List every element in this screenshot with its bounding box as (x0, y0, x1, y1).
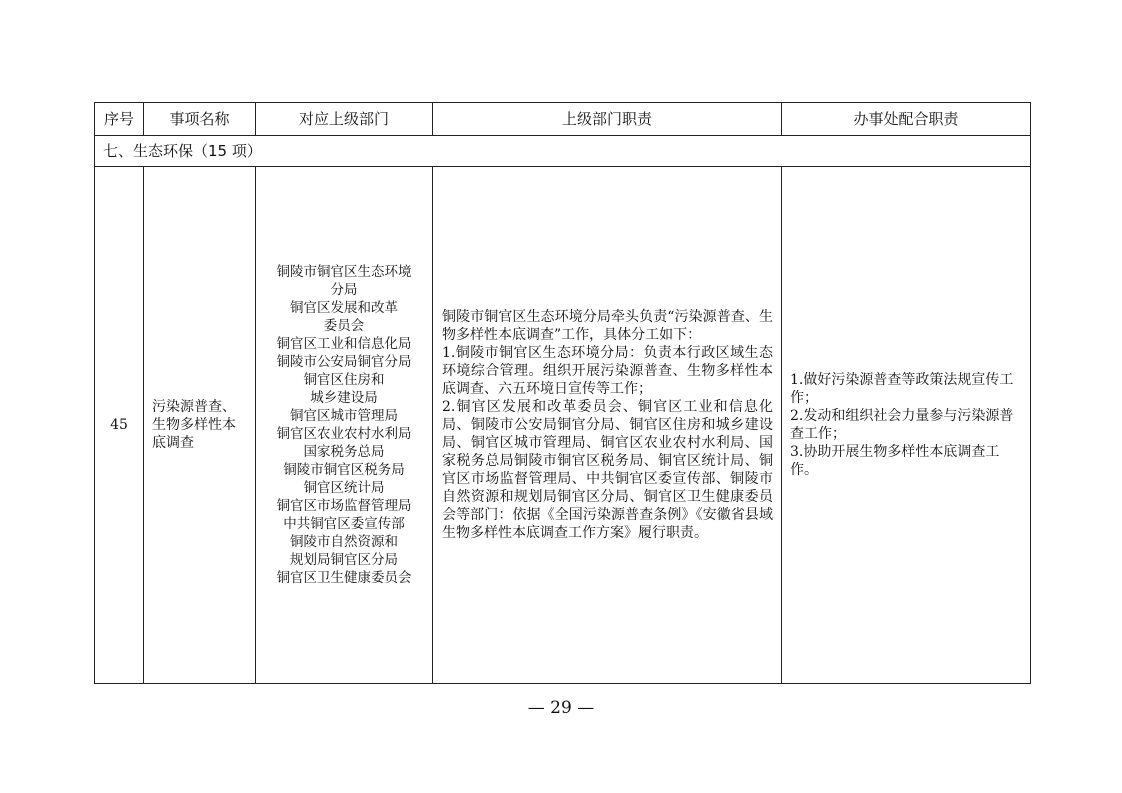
department-line: 铜官区住房和 (303, 372, 385, 388)
department-line: 国家税务总局 (303, 444, 385, 460)
department-line: 铜官区城市管理局 (290, 408, 398, 424)
department-line: 铜官区农业农村水利局 (276, 426, 412, 442)
department-line: 铜官区卫生健康委员会 (276, 570, 412, 586)
department-line: 铜官区发展和改革 (290, 300, 398, 316)
department-line: 铜官区统计局 (303, 480, 385, 496)
duty-paragraph: 2.铜官区发展和改革委员会、铜官区工业和信息化局、铜陵市公安局铜官分局、铜官区住房和城乡建设局、铜官区城市管理局、铜官区农业农村水利局、国家税务总局铜陵市铜官区税务局、铜官区统计局、铜官区市场监督管理局、中共铜官区委宣传部、铜陵市自然资源和规划局铜官区分局、铜官区卫生健康委员会等部门：依据《全国污染源普查条例》《安徽省县域生物多样性本底调查工作方案》履行职责。 (442, 399, 773, 541)
row-departments (256, 167, 433, 684)
row-item-name (144, 167, 256, 684)
table-row (95, 167, 1031, 684)
department-line: 铜陵市自然资源和 (290, 534, 398, 550)
department-line: 铜官区工业和信息化局 (276, 336, 412, 352)
row-serial-number: 45 (95, 167, 144, 684)
section-title: 七、生态环保（15 项） (95, 136, 1031, 167)
row-department-duty (433, 167, 782, 684)
page-number: — 29 — (527, 698, 595, 718)
duty-paragraph: 1.铜陵市铜官区生态环境分局：负责本行政区域生态环境综合管理。组织开展污染源普查、生物多样性本底调查、六五环境日宣传等工作； (442, 345, 773, 397)
department-line: 规划局铜官区分局 (290, 552, 398, 568)
section-row (95, 136, 1031, 167)
header-serial-number: 序号 (95, 103, 144, 136)
header-item-name: 事项名称 (144, 103, 256, 136)
department-line: 铜陵市公安局铜官分局 (276, 354, 412, 370)
table-header-row (95, 103, 1031, 136)
header-department: 对应上级部门 (256, 103, 433, 136)
cooperation-paragraph: 1.做好污染源普查等政策法规宣传工作； (790, 372, 1014, 406)
department-line: 委员会 (323, 318, 365, 334)
header-office-cooperation: 办事处配合职责 (782, 103, 1031, 136)
department-line: 分局 (330, 282, 358, 298)
cooperation-paragraph: 3.协助开展生物多样性本底调查工作。 (790, 444, 1000, 478)
department-line: 铜陵市铜官区税务局 (283, 462, 405, 478)
row-office-cooperation (782, 167, 1031, 684)
department-line: 城乡建设局 (310, 390, 378, 406)
duty-table (94, 102, 1031, 684)
cooperation-paragraph: 2.发动和组织社会力量参与污染源普查工作； (790, 408, 1014, 442)
department-line: 铜陵市铜官区生态环境 (276, 264, 412, 280)
duty-paragraph: 铜陵市铜官区生态环境分局牵头负责“污染源普查、生物多样性本底调查”工作，具体分工如下： (442, 309, 773, 343)
department-line: 铜官区市场监督管理局 (276, 498, 412, 514)
department-line: 中共铜官区委宣传部 (283, 516, 405, 532)
item-name-text: 污染源普查、生物多样性本底调查 (152, 399, 236, 451)
header-department-duty: 上级部门职责 (433, 103, 782, 136)
